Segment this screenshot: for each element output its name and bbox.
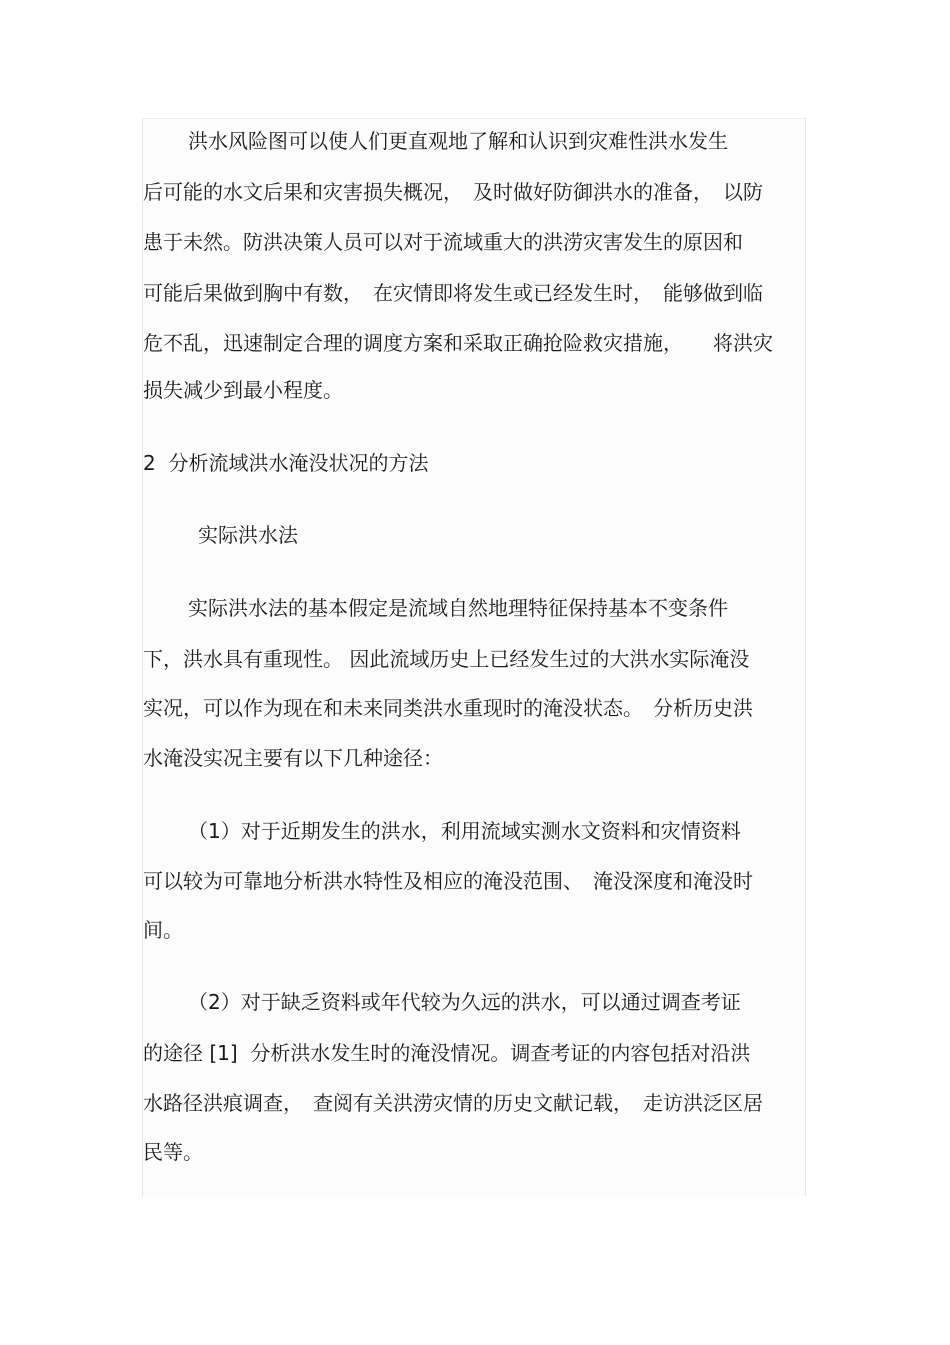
paragraph-3-line-2: 可以较为可靠地分析洪水特性及相应的淹没范围、 淹没深度和淹没时 — [143, 869, 753, 893]
paragraph-4-line-3: 水路径洪痕调查， 查阅有关洪涝灾情的历史文献记载， 走访洪泛区居 — [143, 1091, 763, 1115]
paragraph-2-line-4: 水淹没实况主要有以下几种途径： — [143, 746, 443, 770]
paragraph-2-line-2: 下，洪水具有重现性。 因此流域历史上已经发生过的大洪水实际淹没 — [143, 647, 750, 671]
paragraph-1-line-3: 患于未然。防洪决策人员可以对于流域重大的洪涝灾害发生的原因和 — [143, 230, 743, 254]
paragraph-1-line-4: 可能后果做到胸中有数， 在灾情即将发生或已经发生时， 能够做到临 — [143, 281, 763, 305]
paragraph-1-line-2: 后可能的水文后果和灾害损失概况， 及时做好防御洪水的准备， 以防 — [143, 180, 763, 204]
paragraph-4-line-2: 的途径 [1] 分析洪水发生时的淹没情况。调查考证的内容包括对沿洪 — [143, 1041, 751, 1065]
subsection-heading: 实际洪水法 — [198, 523, 298, 547]
paragraph-3-line-3: 间。 — [143, 918, 183, 942]
paragraph-3-line-1: （1）对于近期发生的洪水，利用流域实测水文资料和灾情资料 — [188, 819, 741, 843]
section-heading: 2 分析流域洪水淹没状况的方法 — [143, 451, 429, 475]
paragraph-2-line-3: 实况，可以作为现在和未来同类洪水重现时的淹没状态。 分析历史洪 — [143, 696, 753, 720]
paragraph-2-line-1: 实际洪水法的基本假定是流域自然地理特征保持基本不变条件 — [188, 596, 728, 620]
paragraph-1-line-6: 损失减少到最小程度。 — [143, 378, 343, 402]
paragraph-1-line-5: 危不乱，迅速制定合理的调度方案和采取正确抢险救灾措施， 将洪灾 — [143, 331, 773, 355]
paragraph-4-line-1: （2）对于缺乏资料或年代较为久远的洪水，可以通过调查考证 — [188, 990, 741, 1014]
paragraph-1-line-1: 洪水风险图可以使人们更直观地了解和认识到灾难性洪水发生 — [188, 129, 728, 153]
paragraph-4-line-4: 民等。 — [143, 1140, 203, 1164]
